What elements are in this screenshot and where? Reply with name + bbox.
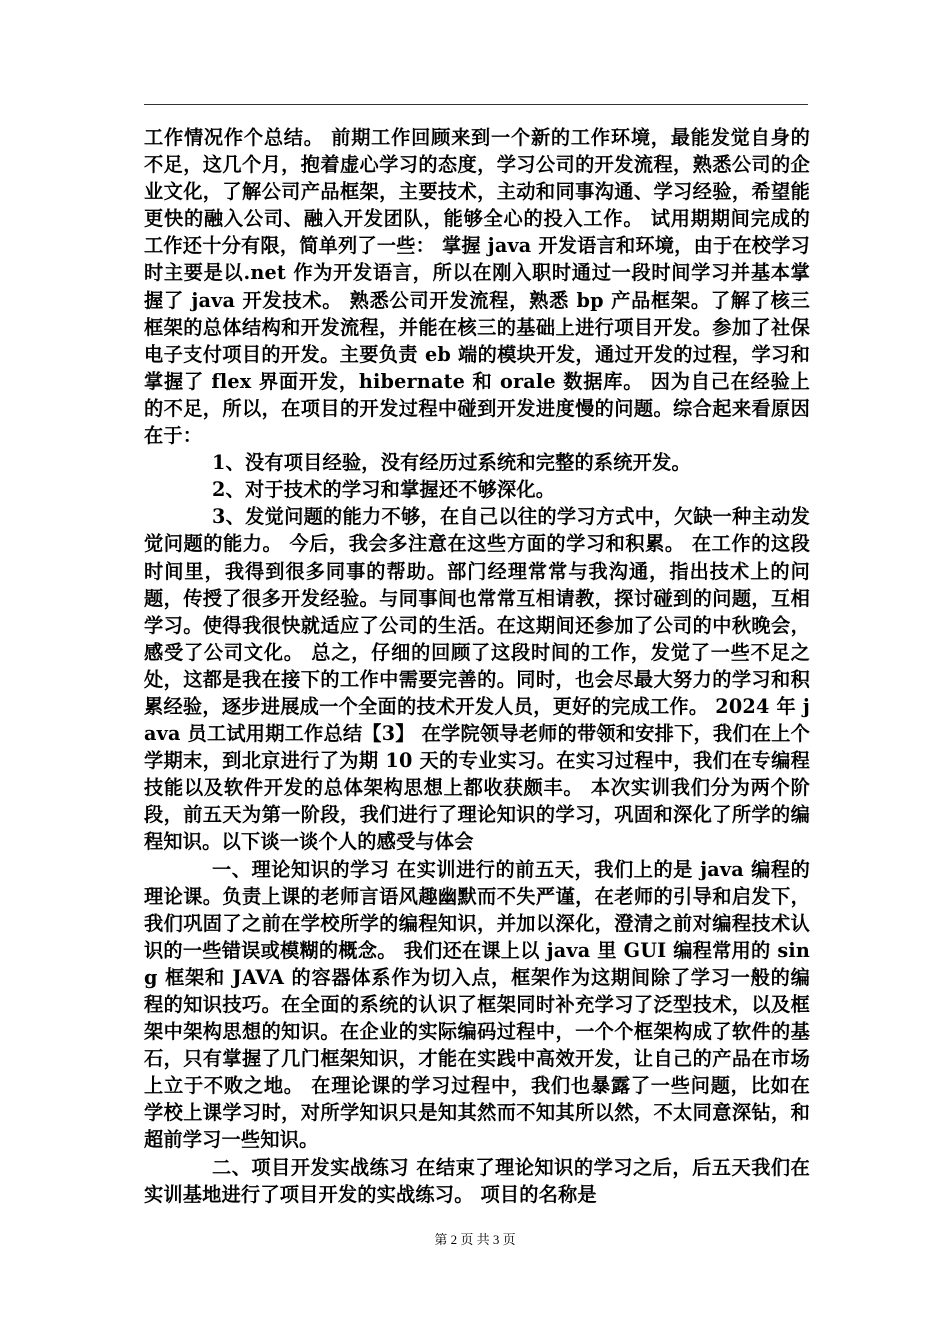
paragraph: 二、项目开发实战练习 在结束了理论知识的学习之后，后五天我们在实训基地进行了项目开发的实战练习。 项目的名称是 [144,1155,810,1206]
page-number: 第 2 页 共 3 页 [434,1232,516,1247]
document-body [144,124,810,1208]
paragraph: 工作情况作个总结。 前期工作回顾来到一个新的工作环境，最能发觉自身的不足，这几个月，抱着虚心学习的态度，学习公司的开发流程，熟悉公司的企业文化，了解公司产品框架，主要技术，主动和同事沟通、学习经验，希望能更快的融入公司、融入开发团队，能够全心的投入工作。 试用期期间完成的工作还十分有限，简单列了一些： 掌握 java 开发语言和环境，由于在校学习时主要是以.net 作为开发语言，所以在刚入职时通过一段时间学习并基本掌握了 java 开发技术。 熟悉公司开发流程，熟悉 bp 产品框架。了解了核三框架的总体结构和开发流程，并能在核三的基础上进行项目开发。参加了社保电子支付项目的开发。主要负责 eb 端的模块开发，通过开发的过程，学习和掌握了 flex 界面开发，hibernate 和 orale 数据库。 因为自己在经验上的不足，所以，在项目的开发过程中碰到开发进度慢的问题。综合起来看原因在于： [144,126,810,448]
paragraph: 2、对于技术的学习和掌握还不够深化。 [212,478,556,502]
paragraph: 1、没有项目经验，没有经历过系统和完整的系统开发。 [212,451,691,475]
paragraph: 一、理论知识的学习 在实训进行的前五天，我们上的是 java 编程的理论课。负责上课的老师言语风趣幽默而不失严谨，在老师的引导和启发下，我们巩固了之前在学校所学的编程知识，并加以深化，澄清之前对编程技术认识的一些错误或模糊的概念。 我们还在课上以 java 里 GUI 编程常用的 sing 框架和 JAVA 的容器体系作为切入点，框架作为这期间除了学习一般的编程的知识技巧。在全面的系统的认识了框架同时补充学习了泛型技术，以及框架中架构思想的知识。在企业的实际编码过程中，一个个框架构成了软件的基石，只有掌握了几门框架知识，才能在实践中高效开发，让自己的产品在市场上立于不败之地。 在理论课的学习过程中，我们也暴露了一些问题，比如在学校上课学习时，对所学知识只是知其然而不知其所以然，不太同意深钻，和超前学习一些知识。 [144,857,810,1152]
header-divider [144,104,808,105]
paragraph: 3、发觉问题的能力不够，在自己以往的学习方式中，欠缺一种主动发觉问题的能力。 今后，我会多注意在这些方面的学习和积累。 在工作的这段时间里，我得到很多同事的帮助。部门经理常常与我沟通，指出技术上的问题，传授了很多开发经验。与同事间也常常互相请教，探讨碰到的问题，互相学习。使得我很快就适应了公司的生活。在这期间还参加了公司的中秋晚会，感受了公司文化。 总之，仔细的回顾了这段时间的工作，发觉了一些不足之处，这都是我在接下的工作中需要完善的。同时，也会尽最大努力的学习和积累经验，逐步进展成一个全面的技术开发人员，更好的完成工作。 2024 年 java 员工试用期工作总结【3】 在学院领导老师的带领和安排下，我们在上个学期末，到北京进行了为期 10 天的专业实习。在实习过程中，我们在专编程技能以及软件开发的总体架构思想上都收获颇丰。 本次实训我们分为两个阶段，前五天为第一阶段，我们进行了理论知识的学习，巩固和深化了所学的编程知识。以下谈一谈个人的感受与体会 [144,505,810,854]
